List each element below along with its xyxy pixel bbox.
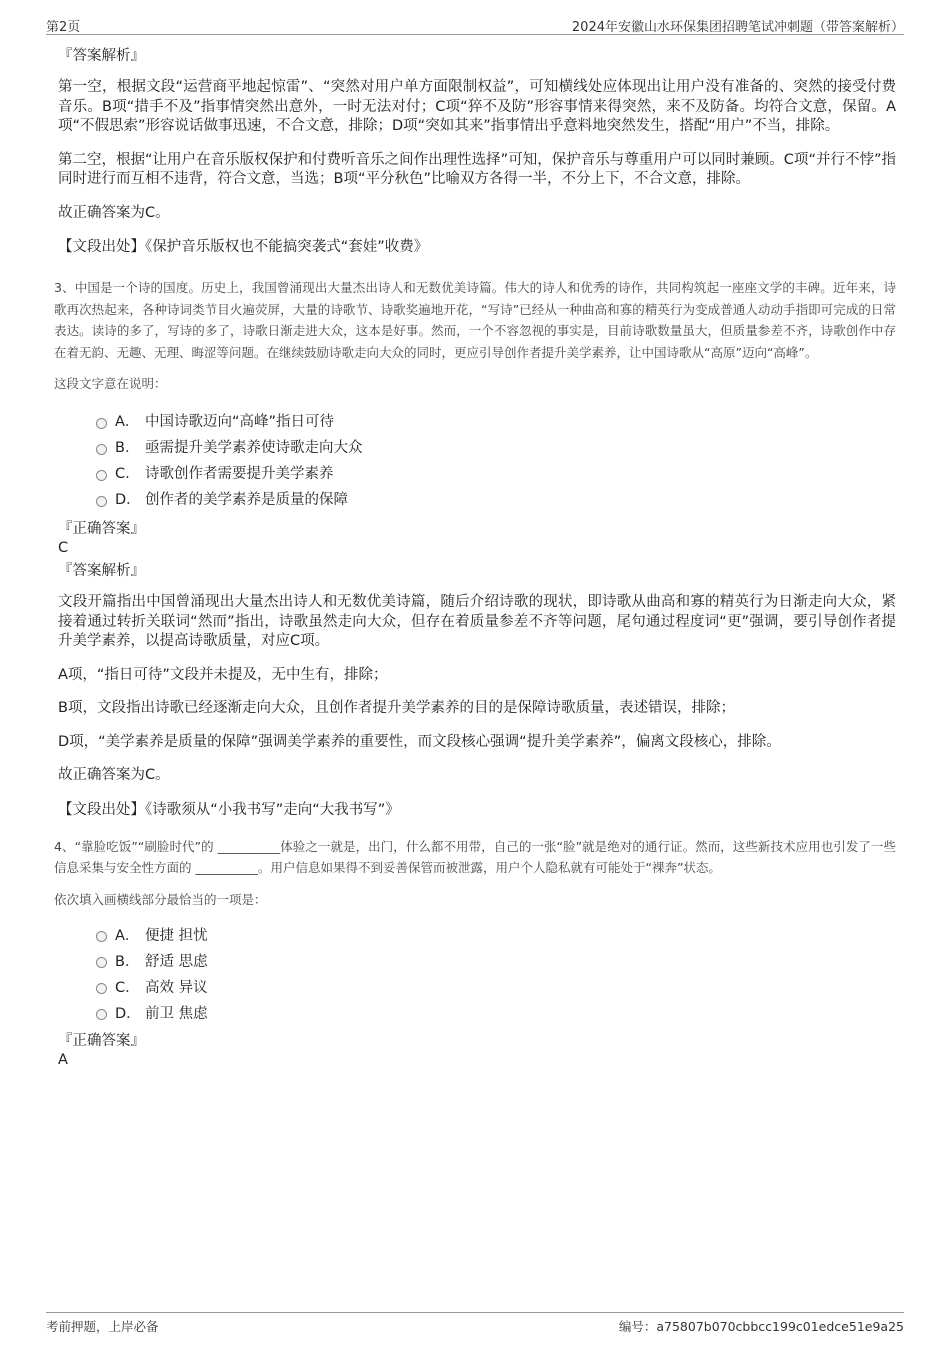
page-number: 第2页 <box>46 20 81 35</box>
radio-icon[interactable] <box>96 418 107 429</box>
page-header <box>46 14 904 35</box>
document-code: 编号：a75807b070cbbcc199c01edce51e9a25 <box>618 1319 904 1334</box>
q3-analysis-para-3: B项，文段指出诗歌已经逐渐走向大众，且创作者提升美学素养的目的是保障诗歌质量，表述错误，排除； <box>58 700 735 716</box>
q2-analysis-para-2: 第二空，根据“让用户在音乐版权保护和付费听音乐之间作出理性选择”可知，保护音乐与尊重用户可以同时兼顾。C项“并行不悖”指同时进行而互相不违背，符合文意，当选；B项“平分秋色”比喻双方各得一半，不分上下，不合文意，排除。 <box>58 151 896 187</box>
radio-icon[interactable] <box>96 496 107 507</box>
q4-option-c[interactable]: C． 高效 异议 <box>96 975 896 1001</box>
q3-option-d[interactable]: D． 创作者的美学素养是质量的保障 <box>96 487 896 513</box>
q3-source: 【文段出处】《诗歌须从“小我书写”走向“大我书写”》 <box>58 801 400 818</box>
q4-option-a[interactable]: A． 便捷 担忧 <box>96 923 896 949</box>
q3-analysis-para-2: A项，“指日可待”文段并未提及，无中生有，排除； <box>58 666 388 683</box>
radio-icon[interactable] <box>96 957 107 968</box>
document-title: 2024年安徽山水环保集团招聘笔试冲刺题（带答案解析） <box>571 20 904 35</box>
radio-icon[interactable] <box>96 444 107 455</box>
q3-answer-heading: 『正确答案』 <box>58 521 145 537</box>
q4-text: 4、“靠脸吃饭”“刷脸时代”的 __________体验之一就是，出门，什么都不用带，自己的一张“脸”就是绝对的通行证。然而，这些新技术应用也引发了一些信息采集与安全性方面的 __________。用户信息如果得不到妥善保管而被泄露，用户个人隐私就有可能处于“裸奔”状态。 <box>54 838 896 875</box>
q4-prompt: 依次填入画横线部分最恰当的一项是： <box>54 891 267 907</box>
footer-slogan: 考前押题，上岸必备 <box>46 1319 159 1334</box>
q3-conclusion: 故正确答案为C。 <box>58 767 170 783</box>
q3-text: 3、中国是一个诗的国度。历史上，我国曾涌现出大量杰出诗人和无数优美诗篇。伟大的诗人和优秀的诗作，共同构筑起一座座文学的丰碑。近年来，诗歌再次热起来，各种诗词类节目火遍荧屏，大量的诗歌节、诗歌奖遍地开花，“写诗”已经从一种曲高和寡的精英行为变成普通人动动手指即可完成的日常表达。读诗的多了，写诗的多了，诗歌日渐走进大众，这本是好事。然而，一个不容忽视的事实是，目前诗歌数量虽大，但质量参差不齐，诗歌创作中存在着无韵、无趣、无理、晦涩等问题。在继续鼓励诗歌走向大众的同时，更应引导创作者提升美学素养，让中国诗歌从“高原”迈向“高峰”。 <box>54 280 896 360</box>
q3-answer: C <box>58 540 69 556</box>
q3-option-c[interactable]: C． 诗歌创作者需要提升美学素养 <box>96 461 896 487</box>
q4-option-d[interactable]: D． 前卫 焦虑 <box>96 1001 896 1027</box>
q2-conclusion: 故正确答案为C。 <box>58 204 170 221</box>
page-content <box>56 46 896 1069</box>
q2-analysis-heading: 『答案解析』 <box>58 48 145 64</box>
radio-icon[interactable] <box>96 470 107 481</box>
radio-icon[interactable] <box>96 931 107 942</box>
q3-analysis-para-1: 文段开篇指出中国曾涌现出大量杰出诗人和无数优美诗篇，随后介绍诗歌的现状，即诗歌从曲高和寡的精英行为日渐走向大众，紧接着通过转折关联词“然而”指出，诗歌虽然走向大众，但存在着质量参差不齐等问题，尾句通过程度词“更”强调，要引导创作者提升美学素养，以提高诗歌质量，对应C项。 <box>58 594 896 649</box>
q3-prompt: 这段文字意在说明： <box>54 376 167 391</box>
radio-icon[interactable] <box>96 983 107 994</box>
q2-source: 【文段出处】《保护音乐版权也不能搞突袭式“套娃”收费》 <box>58 239 429 255</box>
q2-analysis-para-1: 第一空，根据文段“运营商平地起惊雷”、“突然对用户单方面限制权益”，可知横线处应体现出让用户没有准备的、突然的接受付费音乐。B项“措手不及”指事情突然出意外，一时无法对付；C项“猝不及防”形容事情来得突然，来不及防备。均符合文意，保留。A项“不假思索”形容说话做事迅速，不合文意，排除；D项“突如其来”指事情出乎意料地突然发生，搭配“用户”不当，排除。 <box>58 79 896 134</box>
q4-option-b[interactable]: B． 舒适 思虑 <box>96 949 896 975</box>
q3-option-a[interactable]: A． 中国诗歌迈向“高峰”指日可待 <box>96 409 896 435</box>
q3-options <box>96 409 896 513</box>
q3-option-b[interactable]: B． 亟需提升美学素养使诗歌走向大众 <box>96 435 896 461</box>
q3-analysis-heading: 『答案解析』 <box>58 563 145 579</box>
q4-options <box>96 923 896 1027</box>
q3-analysis-para-4: D项，“美学素养是质量的保障”强调美学素养的重要性，而文段核心强调“提升美学素养”，偏离文段核心，排除。 <box>58 733 781 750</box>
radio-icon[interactable] <box>96 1009 107 1020</box>
q4-answer-heading: 『正确答案』 <box>58 1032 145 1049</box>
q4-answer: A <box>58 1051 68 1068</box>
page-footer <box>46 1312 904 1337</box>
